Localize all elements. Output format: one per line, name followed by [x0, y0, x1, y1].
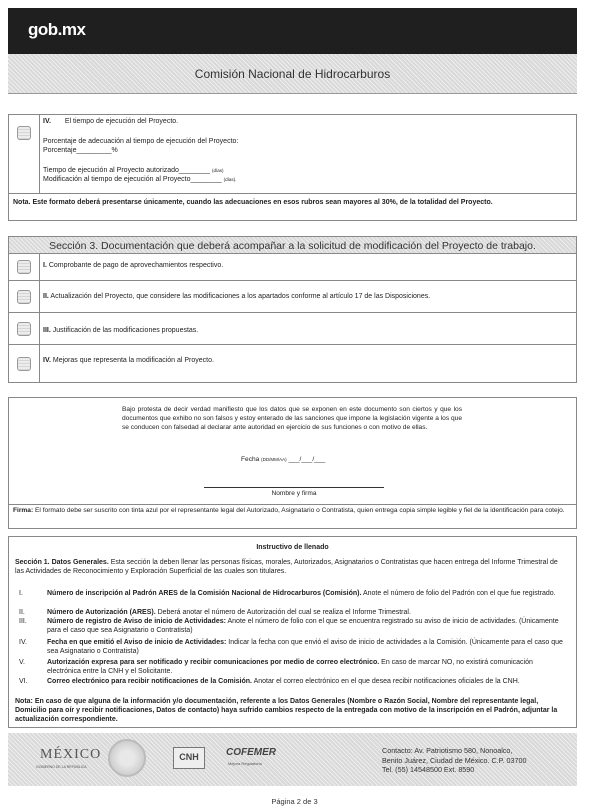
checkbox-doc-3[interactable]: [17, 322, 31, 336]
contact-info: [382, 746, 527, 775]
instructivo-nota: Nota: En caso de que alguna de la información y/o documentación, referente a los Datos Generales (Nombre o Razón Social, Nombre del representante legal, Domicilio para oír y recibir notificaciones, Datos de contacto) haya sufrido cambios respecto de la entregada con motivo de la inscripción en el Padrón, adjuntar la actualización correspondiente.: [15, 698, 558, 723]
cofemer-subtitle: Mejora Regulatoria: [228, 761, 262, 766]
instr-3-num: III.: [19, 618, 27, 625]
instr-2-bold: Número de Autorización (ARES).: [47, 609, 156, 616]
tiempo-autorizado-unit: (días): [212, 168, 224, 173]
top-bar: [8, 8, 577, 54]
fecha-format: (DD/MM/AA): [261, 457, 287, 462]
instr-1-bold: Número de inscripción al Padrón ARES de la Comisión Nacional de Hidrocarburos (Comisión).: [47, 590, 362, 597]
section3-heading: [8, 236, 577, 254]
tiempo-autorizado-field[interactable]: Tiempo de ejecución al Proyecto autorizado________: [43, 167, 211, 174]
doc-row-4: [8, 345, 577, 383]
instr-3-text: Anote el número de folio con el que se encuentra registrado su aviso de inicio de actividades. (Únicamente para el caso que sea Asignatario o Contratista): [47, 618, 559, 634]
instr-6-bold: Correo electrónico para recibir notificaciones de la Comisión.: [47, 678, 252, 685]
instr-4-num: IV.: [19, 639, 27, 646]
instr-3-bold: Número de registro de Aviso de inicio de Actividades:: [47, 618, 226, 625]
instr-4-text: Indicar la fecha con que envió el aviso de inicio de actividades a la Comisión. (Únicamente para el caso que sea Asignatario o Contratista): [47, 639, 563, 655]
firma-note: El formato debe ser suscrito con tinta azul por el representante legal del Autorizado, Asignatario o Contratista, quien entrega copia simple legible y fiel de la identificación para cotejo.: [35, 507, 565, 514]
firma-label: Nombre y firma: [271, 490, 317, 497]
mexico-logo: MÉXICO: [40, 747, 102, 762]
cnh-logo: CNH: [173, 747, 205, 769]
checkbox-iv[interactable]: [17, 126, 31, 140]
fecha-label: Fecha: [241, 456, 260, 463]
firma-line[interactable]: [204, 487, 384, 488]
fecha-field[interactable]: ___/___/___: [288, 456, 326, 463]
nota-text: Nota. Este formato deberá presentarse únicamente, cuando las adecuaciones en esos rubros sean mayores al 30%, de la totalidad del Proyecto.: [13, 199, 493, 206]
doc-row-2: [8, 281, 577, 313]
cofemer-logo: COFEMER: [226, 747, 276, 758]
instructivo-title: Instructivo de llenado: [256, 544, 329, 551]
mexico-subtitle: GOBIERNO DE LA REPÚBLICA: [36, 765, 87, 769]
nota-box: [8, 194, 577, 221]
footer: [8, 733, 577, 786]
iv-numeral: IV.: [43, 118, 51, 125]
porcentaje-label: Porcentaje de adecuación al tiempo de ejecución del Proyecto:: [43, 138, 239, 145]
gobmx-logo: gob.mx: [28, 20, 86, 39]
doc-4-num: IV.: [43, 357, 51, 364]
instr-6-num: VI.: [19, 678, 28, 685]
doc-1-num: I.: [43, 262, 47, 269]
instr-2-num: II.: [19, 609, 25, 616]
instr-2-text: Deberá anotar el número de Autorización del cual se realiza el Informe Trimestral.: [157, 609, 411, 616]
checkbox-doc-1[interactable]: [17, 260, 31, 274]
firma-note-label: Firma:: [13, 507, 34, 514]
doc-4-text: Mejoras que representa la modificación al Proyecto.: [52, 357, 214, 364]
contact-line: Tel. (55) 14548500 Ext. 8590: [382, 765, 475, 774]
instr-6-text: Anotar el correo electrónico en el que desea recibir notificaciones oficiales de la CNH.: [253, 678, 520, 685]
checkbox-doc-4[interactable]: [17, 357, 31, 371]
doc-3-text: Justificación de las modificaciones propuestas.: [52, 327, 199, 334]
doc-row-1: [8, 254, 577, 281]
contact-line: Benito Juárez, Ciudad de México. C.P. 03700: [382, 755, 527, 765]
modificacion-field[interactable]: Modificación al tiempo de ejecución al Proyecto________: [43, 176, 222, 183]
instructivo-box: [8, 536, 577, 728]
doc-3-num: III.: [43, 327, 51, 334]
seccion1-label: Sección 1. Datos Generales.: [15, 559, 109, 566]
instr-5-num: V.: [19, 659, 25, 666]
declaracion-text: Bajo protesta de decir verdad manifiesto que los datos que se exponen en este documento son ciertos y que los documentos que exhibo no son falsos y estoy enterado de las sanciones que impone la legislación vigente a los que se conducen con falsedad al declarar ante autoridad en ejercicio de sus funciones o con motivo de ellas.: [122, 406, 462, 431]
instr-5-bold: Autorización expresa para ser notificado y recibir comunicaciones por medio de correo electrónico.: [47, 659, 380, 666]
section-iv-box: [8, 114, 577, 194]
doc-2-text: Actualización del Proyecto, que considere las modificaciones a los apartados conforme al artículo 17 de las Disposiciones.: [50, 293, 431, 300]
doc-1-text: Comprobante de pago de aprovechamientos respectivo.: [48, 262, 224, 269]
page-title: Comisión Nacional de Hidrocarburos: [194, 67, 391, 81]
contact-line: Contacto: Av. Patriotismo 580, Nonoalco,: [382, 746, 513, 755]
checkbox-doc-2[interactable]: [17, 290, 31, 304]
doc-2-num: II.: [43, 293, 49, 300]
national-seal-icon: [108, 739, 146, 777]
iv-heading: El tiempo de ejecución del Proyecto.: [64, 118, 179, 125]
porcentaje-field[interactable]: Porcentaje_________%: [43, 147, 118, 154]
seccion1-text: Esta sección la deben llenar las personas físicas, morales, Autorizados, Asignatarios o Contratistas que hacen entrega del Informe Trimestral de las Actividades de Reconocimiento y Exploración Superficial de las cuales son titulares.: [15, 559, 558, 575]
modificacion-unit: (días).: [223, 177, 237, 182]
doc-row-3: [8, 313, 577, 345]
page-number: Página 2 de 3: [271, 797, 318, 806]
title-bar: [8, 54, 577, 94]
declaracion-box: [8, 397, 577, 529]
instr-1-num: I.: [19, 590, 23, 597]
instr-5-text: En caso de marcar NO, no existirá comunicación electrónica entre la CNH y el Solicitante.: [47, 659, 533, 675]
instr-1-text: Anote el número de folio del Padrón con el que fue registrado.: [362, 590, 556, 597]
section3-title: Sección 3. Documentación que deberá acompañar a la solicitud de modificación del Proyecto de trabajo.: [49, 240, 536, 252]
instr-4-bold: Fecha en que emitió el Aviso de inicio de Actividades:: [47, 639, 227, 646]
